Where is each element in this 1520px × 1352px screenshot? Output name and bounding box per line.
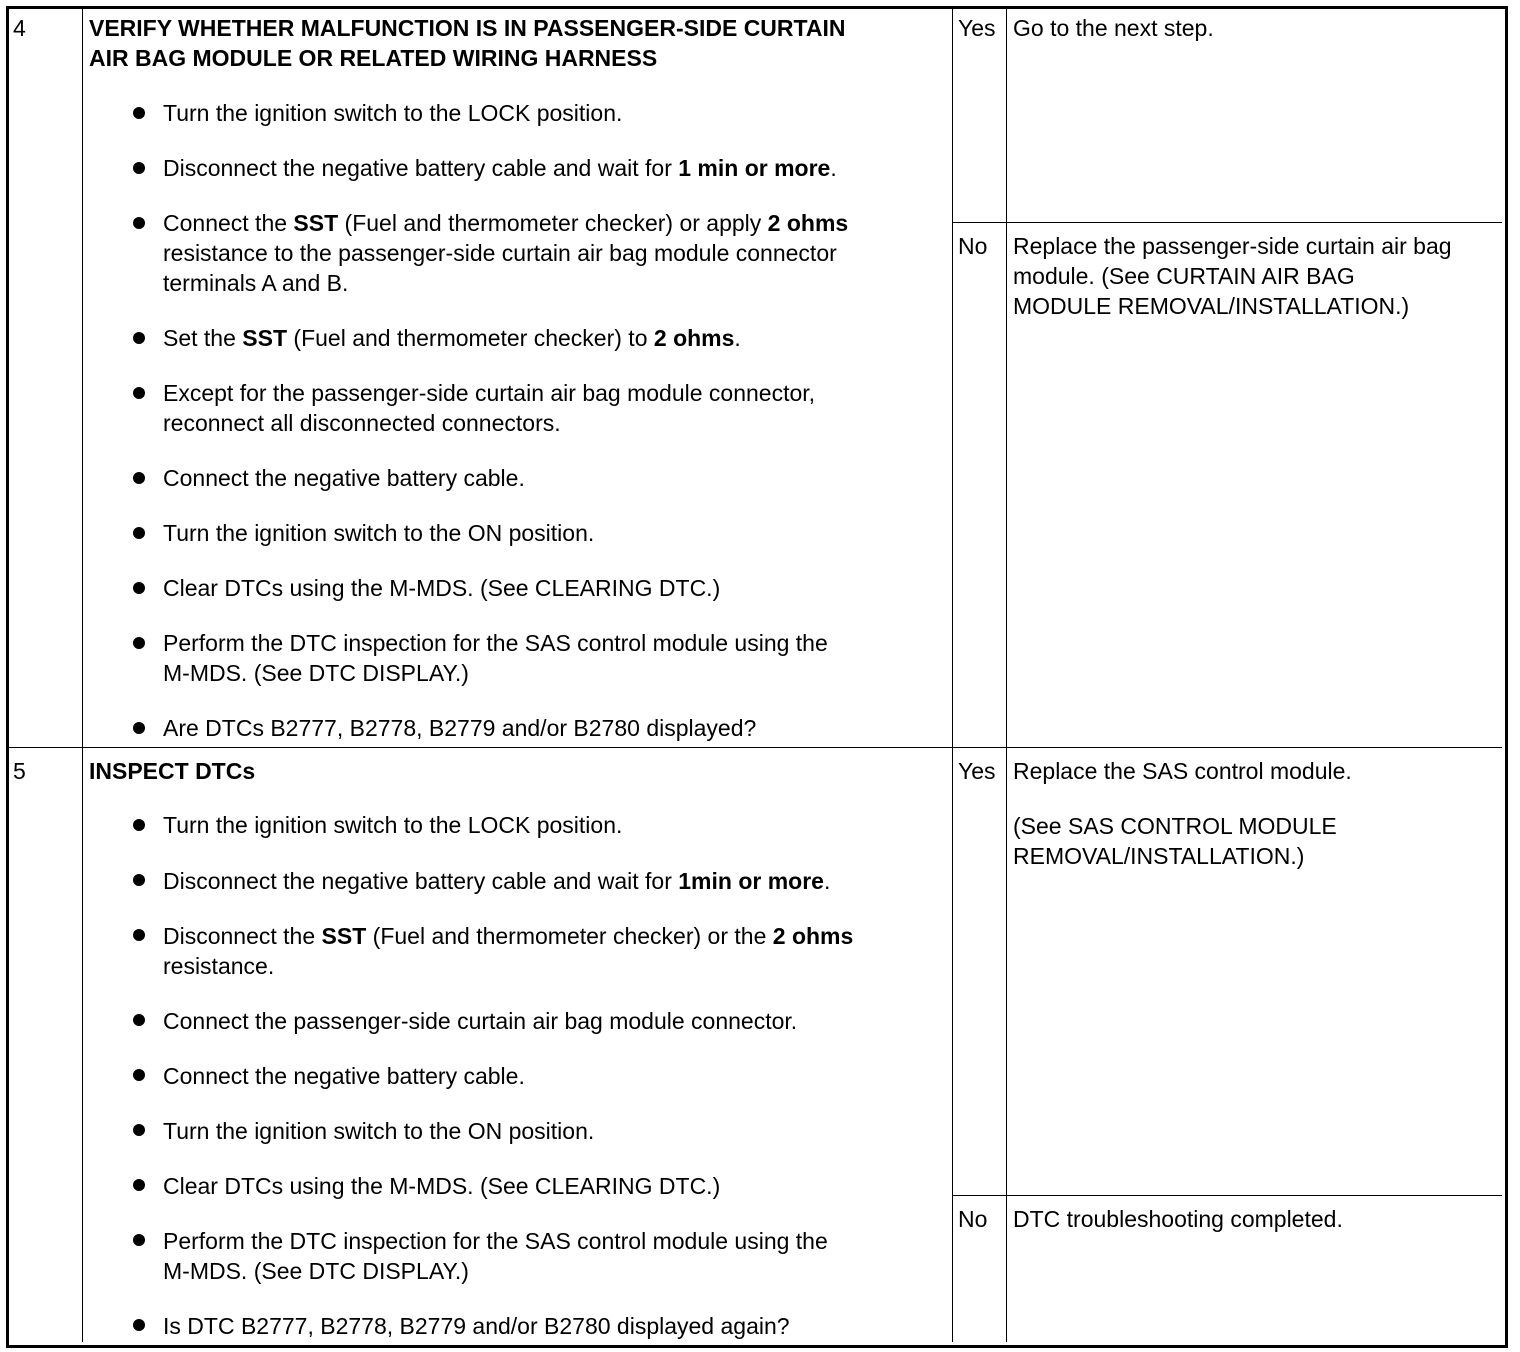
- no-label: No: [958, 1206, 988, 1232]
- list-item: Set the SST (Fuel and thermometer checker) to 2 ohms.: [163, 325, 741, 351]
- list-item-continued: terminals A and B.: [163, 270, 349, 296]
- bullet-icon: [133, 387, 145, 399]
- list-item: Is DTC B2777, B2778, B2779 and/or B2780 displayed again?: [163, 1313, 790, 1339]
- list-item: Clear DTCs using the M-MDS. (See CLEARING DTC.): [163, 575, 721, 601]
- no-action: Replace the passenger-side curtain air bag: [1013, 233, 1452, 259]
- list-item: Perform the DTC inspection for the SAS control module using the: [163, 630, 828, 656]
- step-number: 4: [13, 15, 26, 41]
- list-item: Disconnect the negative battery cable and wait for 1 min or more.: [163, 155, 837, 181]
- list-item: Turn the ignition switch to the LOCK position.: [163, 812, 623, 838]
- no-action: DTC troubleshooting completed.: [1013, 1206, 1343, 1232]
- step-title: AIR BAG MODULE OR RELATED WIRING HARNESS: [89, 45, 658, 71]
- bullet-icon: [133, 527, 145, 539]
- yes-label: Yes: [958, 15, 996, 41]
- yes-no-divider: [952, 1195, 1502, 1196]
- list-item: Connect the negative battery cable.: [163, 1063, 525, 1089]
- list-item: Turn the ignition switch to the ON position.: [163, 520, 595, 546]
- bullet-icon: [133, 637, 145, 649]
- yes-action: Replace the SAS control module.: [1013, 758, 1352, 784]
- bullet-icon: [133, 332, 145, 344]
- bullet-icon: [133, 1319, 145, 1331]
- step-title: INSPECT DTCs: [89, 758, 256, 784]
- list-item: Turn the ignition switch to the ON position.: [163, 1118, 595, 1144]
- bullet-icon: [133, 1124, 145, 1136]
- list-item: Turn the ignition switch to the LOCK position.: [163, 100, 623, 126]
- column-divider: [82, 9, 83, 1342]
- list-item-continued: reconnect all disconnected connectors.: [163, 410, 561, 436]
- bullet-icon: [133, 1069, 145, 1081]
- column-divider: [952, 9, 953, 1342]
- bullet-icon: [133, 929, 145, 941]
- list-item: Disconnect the SST (Fuel and thermometer checker) or the 2 ohms: [163, 923, 854, 949]
- yes-label: Yes: [958, 758, 996, 784]
- bullet-icon: [133, 1179, 145, 1191]
- list-item: Clear DTCs using the M-MDS. (See CLEARING DTC.): [163, 1173, 721, 1199]
- list-item-continued: resistance.: [163, 953, 275, 979]
- no-action: module. (See CURTAIN AIR BAG: [1013, 263, 1355, 289]
- bullet-icon: [133, 582, 145, 594]
- list-item: Connect the SST (Fuel and thermometer checker) or apply 2 ohms: [163, 210, 849, 236]
- bullet-icon: [133, 107, 145, 119]
- list-item: Connect the negative battery cable.: [163, 465, 525, 491]
- bullet-icon: [133, 1234, 145, 1246]
- bullet-icon: [133, 722, 145, 734]
- list-item-continued: M-MDS. (See DTC DISPLAY.): [163, 1258, 469, 1284]
- column-divider: [1006, 9, 1007, 1342]
- bullet-icon: [133, 472, 145, 484]
- no-action: MODULE REMOVAL/INSTALLATION.): [1013, 293, 1410, 319]
- list-item-continued: M-MDS. (See DTC DISPLAY.): [163, 660, 469, 686]
- list-item: Disconnect the negative battery cable and wait for 1min or more.: [163, 868, 831, 894]
- row-divider: [9, 747, 1502, 748]
- yes-no-divider: [952, 222, 1502, 223]
- bullet-icon: [133, 217, 145, 229]
- list-item: Are DTCs B2777, B2778, B2779 and/or B2780 displayed?: [163, 715, 757, 741]
- yes-action: (See SAS CONTROL MODULE: [1013, 813, 1337, 839]
- list-item: Except for the passenger-side curtain air bag module connector,: [163, 380, 816, 406]
- list-item: Connect the passenger-side curtain air bag module connector.: [163, 1008, 798, 1034]
- step-title: VERIFY WHETHER MALFUNCTION IS IN PASSENGER-SIDE CURTAIN: [89, 15, 846, 41]
- list-item-continued: resistance to the passenger-side curtain air bag module connector: [163, 240, 837, 266]
- bullet-icon: [133, 819, 145, 831]
- bullet-icon: [133, 874, 145, 886]
- no-label: No: [958, 233, 988, 259]
- yes-action: REMOVAL/INSTALLATION.): [1013, 843, 1305, 869]
- bullet-icon: [133, 162, 145, 174]
- step-number: 5: [13, 758, 26, 784]
- list-item: Perform the DTC inspection for the SAS control module using the: [163, 1228, 828, 1254]
- bullet-icon: [133, 1014, 145, 1026]
- yes-action: Go to the next step.: [1013, 15, 1214, 41]
